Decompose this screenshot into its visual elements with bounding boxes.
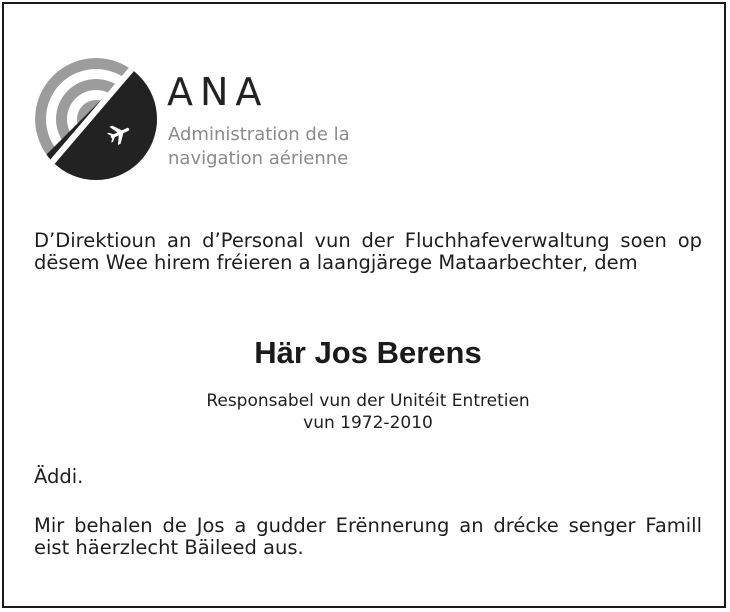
logo-tagline-line2: navigation aérienne (168, 148, 349, 169)
intro-line1: D’Direktioun an d’Personal vun der Fluchhafeverwaltung soen (34, 229, 667, 252)
farewell-text: Äddi. (34, 465, 84, 488)
logo-tagline-line1: Administration de la (168, 124, 350, 145)
person-role (34, 390, 702, 434)
intro-line3: dem (594, 251, 638, 274)
role-line1: Responsabel vun der Unitéit Entretien (206, 391, 530, 411)
intro-line2: op dësem Wee hirem fréieren a laangjärege Mataarbechter, (34, 229, 702, 274)
person-name: Här Jos Berens (254, 335, 482, 370)
radar-airplane-icon (34, 57, 158, 181)
logo-name: ANA (167, 70, 269, 114)
closing-line2: Famill eist häerzlecht Bäileed aus. (34, 514, 703, 559)
role-line2: vun 1972-2010 (303, 413, 433, 433)
closing-paragraph (34, 515, 702, 559)
obituary-notice (2, 2, 726, 608)
closing-line1: Mir behalen de Jos a gudder Erënnerung an drécke senger (34, 514, 636, 537)
logo-tagline (168, 123, 350, 171)
intro-paragraph (34, 230, 702, 274)
